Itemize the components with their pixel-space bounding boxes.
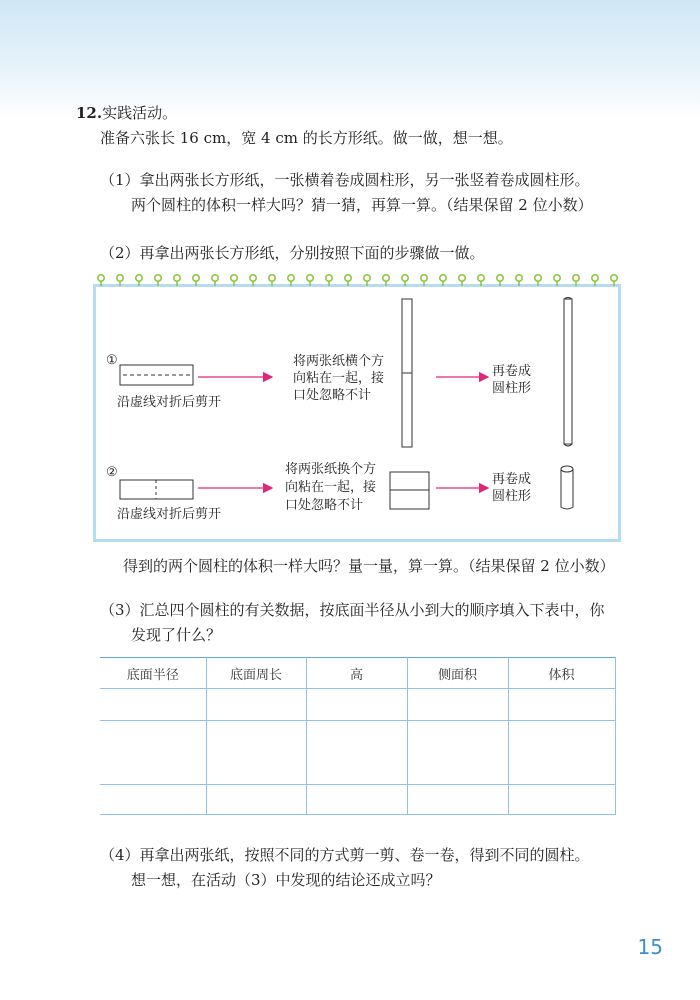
header-volume: 体积: [508, 658, 615, 689]
step2-join-line3: 口处忽略不计: [285, 498, 364, 513]
table-cell[interactable]: [100, 689, 206, 721]
header-base-radius: 底面半径: [100, 658, 206, 689]
notebook-rings: [97, 272, 622, 286]
step1-cut-caption: 沿虚线对折后剪开: [117, 395, 222, 410]
table-cell[interactable]: [306, 721, 407, 785]
table-cell[interactable]: [100, 721, 206, 785]
part4-line1: （4）再拿出两张纸，按照不同的方式剪一剪、卷一卷，得到不同的圆柱。: [100, 846, 590, 864]
step1-tall-cylinder: [564, 298, 572, 447]
table-cell[interactable]: [407, 721, 508, 785]
table-cell[interactable]: [407, 785, 508, 815]
step2-short-cylinder-body: [561, 469, 573, 509]
step1-marker: ①: [106, 353, 118, 368]
problem-title: 实践活动。: [102, 104, 178, 122]
table-cell[interactable]: [508, 689, 615, 721]
table-cell[interactable]: [206, 785, 306, 815]
summary-table: [100, 657, 616, 815]
header-gradient-band: [0, 0, 700, 120]
step1-roll-line1: 再卷成: [492, 364, 532, 379]
part4-line2: 想一想，在活动（3）中发现的结论还成立吗？: [131, 871, 441, 889]
table-row: [100, 721, 615, 785]
header-height: 高: [306, 658, 407, 689]
table-row: [100, 689, 615, 721]
table-row: [100, 785, 615, 815]
part2-question: 得到的两个圆柱的体积一样大吗？量一量，算一算。（结果保留 2 位小数）: [123, 557, 615, 575]
table-cell[interactable]: [100, 785, 206, 815]
step2-join-line2: 向粘在一起，接: [285, 480, 377, 495]
header-lateral-area: 侧面积: [407, 658, 508, 689]
table-header-row: [100, 658, 615, 689]
step2-roll-line1: 再卷成: [492, 472, 532, 487]
page-number: 15: [637, 935, 663, 959]
table-cell[interactable]: [306, 689, 407, 721]
part3-line2: 发现了什么？: [131, 626, 222, 644]
table-cell[interactable]: [206, 689, 306, 721]
step1-join-line2: 向粘在一起，接: [293, 371, 385, 386]
part3-line1: （3）汇总四个圆柱的有关数据，按底面半径从小到大的顺序填入下表中，你: [100, 601, 605, 619]
step1-join-line1: 将两张纸横个方: [293, 354, 385, 369]
header-base-circumference: 底面周长: [206, 658, 306, 689]
problem-number: 12.: [76, 104, 103, 122]
part1-line2: 两个圆柱的体积一样大吗？猜一猜，再算一算。（结果保留 2 位小数）: [131, 196, 593, 214]
step1-join-line3: 口处忽略不计: [293, 388, 372, 403]
step1-roll-line2: 圆柱形: [492, 381, 532, 396]
problem-intro: 准备六张长 16 cm，宽 4 cm 的长方形纸。做一做，想一想。: [100, 129, 513, 147]
table-cell[interactable]: [508, 785, 615, 815]
step2-roll-line2: 圆柱形: [492, 489, 532, 504]
table-cell[interactable]: [206, 721, 306, 785]
table-cell[interactable]: [306, 785, 407, 815]
step2-cut-caption: 沿虚线对折后剪开: [117, 507, 222, 522]
step2-join-line1: 将两张纸换个方: [285, 462, 377, 477]
table-cell[interactable]: [508, 721, 615, 785]
part1-line1: （1）拿出两张长方形纸，一张横着卷成圆柱形，另一张竖着卷成圆柱形。: [100, 171, 590, 189]
step2-short-cylinder-top: [561, 466, 573, 472]
step2-marker: ②: [106, 465, 118, 480]
part2-heading: （2）再拿出两张长方形纸，分别按照下面的步骤做一做。: [100, 244, 485, 262]
problem-heading: [76, 103, 177, 123]
table-cell[interactable]: [407, 689, 508, 721]
